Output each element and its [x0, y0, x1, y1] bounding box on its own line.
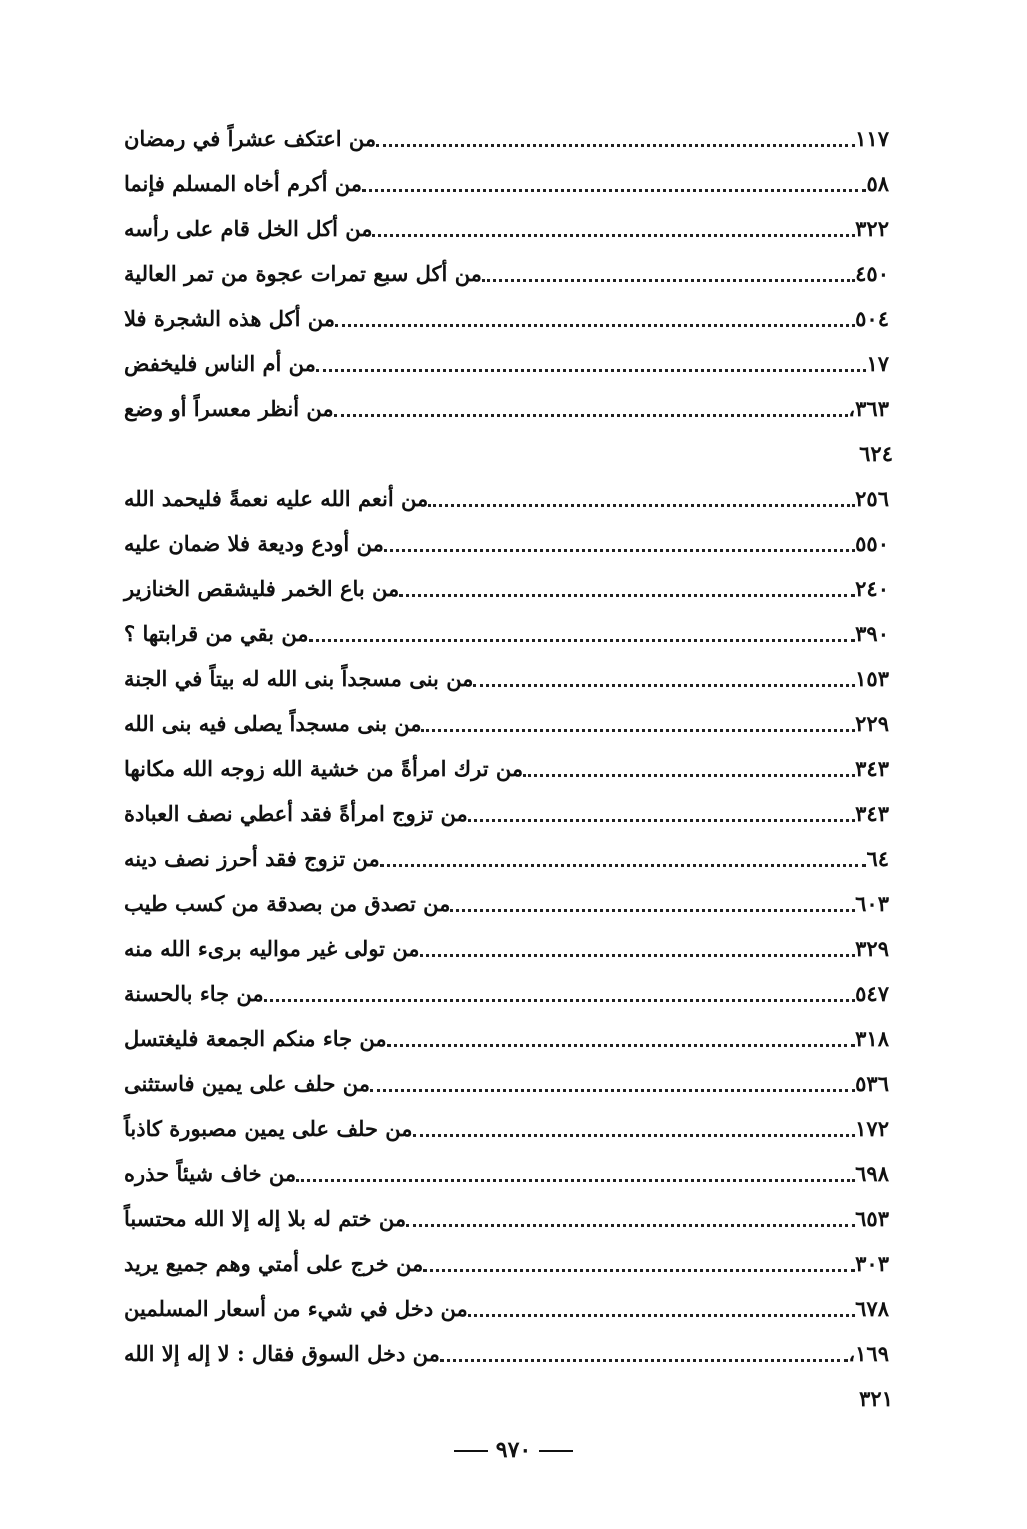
dot-leader — [264, 999, 856, 1002]
page-footer — [0, 1437, 1027, 1463]
index-entry — [118, 476, 893, 521]
entry-page-numbers: ٣٩٠ — [855, 621, 889, 646]
entry-page-numbers: ١١٧ — [855, 126, 889, 151]
index-entry — [118, 1241, 893, 1286]
index-entry — [118, 656, 893, 701]
dot-leader — [399, 594, 855, 597]
index-entry — [118, 386, 893, 431]
index-entry — [118, 1196, 893, 1241]
entry-title: من خاف شيئاً حذره — [124, 1161, 297, 1186]
dot-leader — [482, 279, 855, 282]
entry-title: من بقي من قرابتها ؟ — [124, 621, 309, 646]
entry-page-numbers: ٣٤٣ — [855, 756, 889, 781]
dot-leader — [468, 1314, 855, 1317]
dot-leader — [387, 1044, 856, 1047]
entry-page-numbers: ٥٥٠ — [855, 531, 889, 556]
dot-leader — [372, 234, 855, 237]
entry-title: من أودع وديعة فلا ضمان عليه — [124, 531, 384, 556]
dot-leader — [334, 414, 849, 417]
entry-title: من تزوج امرأةً فقد أعطي نصف العبادة — [124, 801, 468, 826]
entry-page-numbers: ٦٧٨ — [855, 1296, 889, 1321]
entry-page-numbers: ١٧ — [866, 351, 889, 376]
index-entry-continuation — [118, 431, 893, 476]
entry-page-numbers: ٣٢١ — [859, 1386, 893, 1411]
entry-page-numbers: ٣٢٢ — [855, 216, 889, 241]
entry-page-numbers: ٢٥٦ — [855, 486, 889, 511]
index-entry — [118, 1331, 893, 1376]
index-entry — [118, 206, 893, 251]
dot-leader — [406, 1224, 855, 1227]
entry-title: من جاء منكم الجمعة فليغتسل — [124, 1026, 387, 1051]
entry-title: من حلف على يمين مصبورة كاذباً — [124, 1116, 413, 1141]
entry-title: من ختم له بلا إله إلا الله محتسباً — [124, 1206, 407, 1231]
entry-title: من أنعم الله عليه نعمةً فليحمد الله — [124, 486, 429, 511]
entry-title: من أم الناس فليخفض — [124, 351, 316, 376]
dot-leader — [420, 954, 856, 957]
dot-leader — [428, 504, 855, 507]
dot-leader — [523, 774, 855, 777]
entry-title: من تزوج فقد أحرز نصف دينه — [124, 846, 380, 871]
entry-page-numbers: ٢٤٠ — [855, 576, 889, 601]
dot-leader — [296, 1179, 855, 1182]
entry-page-numbers: ٥٠٤ — [855, 306, 889, 331]
entry-title: من تصدق من بصدقة من كسب طيب — [124, 891, 451, 916]
dot-leader — [384, 549, 855, 552]
dot-leader — [370, 1089, 855, 1092]
index-entry — [118, 746, 893, 791]
entry-page-numbers: ١٦٩، — [848, 1341, 889, 1366]
index-entry — [118, 836, 893, 881]
entry-title: من أنظر معسراً أو وضع — [124, 396, 334, 421]
entry-page-numbers: ٣٤٣ — [855, 801, 889, 826]
index-entry — [118, 1016, 893, 1061]
index-entry — [118, 1106, 893, 1151]
index-entry — [118, 791, 893, 836]
index-entry-continuation — [118, 1376, 893, 1421]
index-entry — [118, 1286, 893, 1331]
index-entry — [118, 971, 893, 1016]
entry-page-numbers: ٥٤٧ — [855, 981, 889, 1006]
dot-leader — [413, 1134, 856, 1137]
dot-leader — [376, 144, 855, 147]
entry-title: من بنى مسجداً يصلى فيه بنى الله — [124, 711, 422, 736]
dot-leader — [468, 819, 855, 822]
index-entry — [118, 296, 893, 341]
index-entry — [118, 1061, 893, 1106]
entry-page-numbers: ٦٢٤ — [859, 441, 893, 466]
entry-title: من جاء بالحسنة — [124, 981, 264, 1006]
entry-title: من ترك امرأةً من خشية الله زوجه الله مكانها — [124, 756, 524, 781]
entry-page-numbers: ٣٦٣، — [848, 396, 889, 421]
entry-page-numbers: ٦٠٣ — [855, 891, 889, 916]
index-entry — [118, 611, 893, 656]
entry-page-numbers: ٥٣٦ — [855, 1071, 889, 1096]
entry-page-numbers: ٣٠٣ — [855, 1251, 889, 1276]
entry-page-numbers: ١٧٢ — [855, 1116, 889, 1141]
entry-title: من أكل هذه الشجرة فلا — [124, 306, 335, 331]
entry-title: من بنى مسجداً بنى الله له بيتاً في الجنة — [124, 666, 474, 691]
dot-leader — [316, 369, 867, 372]
dot-leader — [362, 189, 866, 192]
entry-page-numbers: ١٥٣ — [855, 666, 889, 691]
entry-title: من دخل في شيء من أسعار المسلمين — [124, 1296, 468, 1321]
index-entry — [118, 1151, 893, 1196]
entry-title: من أكرم أخاه المسلم فإنما — [124, 171, 362, 196]
footer-dash-left — [454, 1450, 488, 1452]
entry-title: من اعتكف عشراً في رمضان — [124, 126, 377, 151]
dot-leader — [440, 1359, 849, 1362]
dot-leader — [423, 1269, 855, 1272]
hadith-index-list — [118, 116, 893, 1421]
dot-leader — [450, 909, 855, 912]
page-number: ٩٧٠ — [495, 1437, 532, 1463]
index-entry — [118, 926, 893, 971]
index-entry — [118, 161, 893, 206]
entry-title: من باع الخمر فليشقص الخنازير — [124, 576, 400, 601]
entry-page-numbers: ٢٢٩ — [855, 711, 889, 736]
entry-page-numbers: ٦٥٣ — [855, 1206, 889, 1231]
entry-title: من خرج على أمتي وهم جميع يريد — [124, 1251, 424, 1276]
entry-title: من دخل السوق فقال : لا إله إلا الله — [124, 1341, 440, 1366]
entry-title: من حلف على يمين فاستثنى — [124, 1071, 370, 1096]
entry-page-numbers: ٤٥٠ — [855, 261, 889, 286]
index-entry — [118, 566, 893, 611]
dot-leader — [335, 324, 855, 327]
index-entry — [118, 701, 893, 746]
index-entry — [118, 116, 893, 161]
entry-page-numbers: ٦٩٨ — [855, 1161, 889, 1186]
index-entry — [118, 881, 893, 926]
entry-page-numbers: ٣٢٩ — [855, 936, 889, 961]
dot-leader — [309, 639, 856, 642]
footer-dash-right — [539, 1450, 573, 1452]
entry-title: من أكل سبع تمرات عجوة من تمر العالية — [124, 261, 482, 286]
dot-leader — [473, 684, 855, 687]
index-entry — [118, 341, 893, 386]
dot-leader — [421, 729, 855, 732]
entry-title: من تولى غير مواليه برىء الله منه — [124, 936, 420, 961]
entry-page-numbers: ٣١٨ — [855, 1026, 889, 1051]
entry-page-numbers: ٦٤ — [866, 846, 889, 871]
dot-leader — [380, 864, 867, 867]
entry-title: من أكل الخل قام على رأسه — [124, 216, 373, 241]
index-entry — [118, 521, 893, 566]
index-entry — [118, 251, 893, 296]
entry-page-numbers: ٥٨ — [866, 171, 889, 196]
